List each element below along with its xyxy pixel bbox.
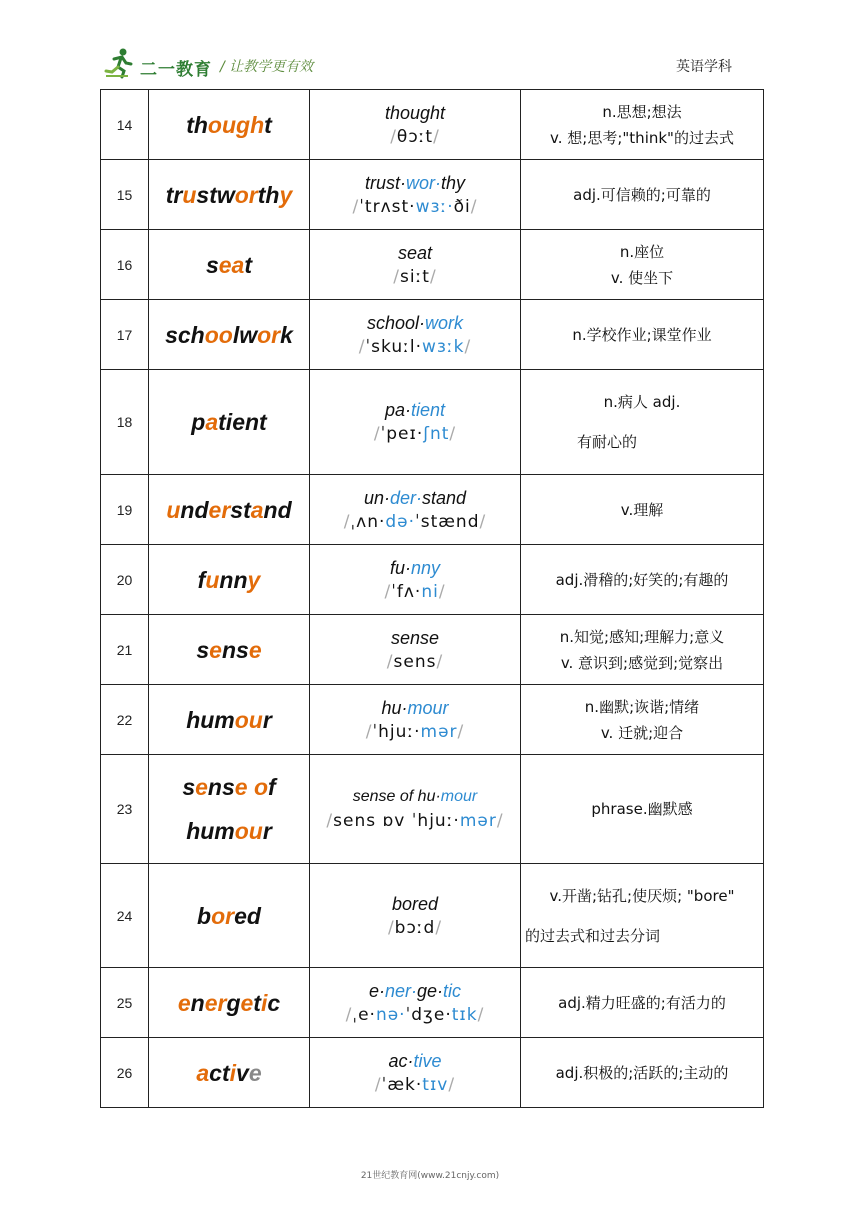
- vocab-word: trustworthy: [149, 160, 310, 230]
- meaning-line: n.幽默;诙谐;情绪: [584, 697, 700, 716]
- pronunciation-cell: [310, 475, 521, 545]
- table-row: [101, 615, 764, 685]
- ipa-transcription: /ˈfʌ·ni/: [384, 581, 446, 602]
- vocab-word: schoolwork: [149, 300, 310, 370]
- row-number: 14: [101, 90, 149, 160]
- syllable-split: pa·tient: [384, 400, 446, 420]
- ipa-transcription: /sens/: [386, 651, 444, 672]
- meaning-cell: [521, 160, 764, 230]
- meaning-line: n.知觉;感知;理解力;意义: [559, 627, 725, 646]
- meaning-cell: [521, 1038, 764, 1108]
- footer-text: 21世纪教育网(www.21cnjy.com): [360, 1171, 500, 1181]
- meaning-line: n.思想;想法: [602, 102, 682, 121]
- meaning-line: v. 迁就;迎合: [600, 723, 684, 742]
- row-number: 23: [101, 755, 149, 864]
- ipa-transcription: /bɔːd/: [387, 917, 443, 938]
- meaning-line: phrase.幽默感: [591, 800, 693, 818]
- pronunciation-cell: [310, 90, 521, 160]
- syllable-split: fu·nny: [389, 557, 441, 578]
- ipa-transcription: /ˈskuːl·wɜːk/: [358, 336, 472, 357]
- subject-label: 英语学科: [676, 59, 732, 75]
- table-row: [101, 685, 764, 755]
- vocab-word: active: [149, 1038, 310, 1108]
- pronunciation-cell: [310, 300, 521, 370]
- row-number: 15: [101, 160, 149, 230]
- vocab-word: energetic: [149, 968, 310, 1038]
- logo-text: 二一教育: [140, 60, 212, 80]
- pronunciation-cell: [310, 545, 521, 615]
- ipa-transcription: /sens ɒv ˈhjuː·mər/: [326, 811, 504, 831]
- meaning-line: 的过去式和过去分词: [525, 926, 661, 945]
- row-number: 20: [101, 545, 149, 615]
- meaning-cell: [521, 90, 764, 160]
- row-number: 17: [101, 300, 149, 370]
- vocab-word: understand: [149, 475, 310, 545]
- ipa-transcription: /ˈæk·tɪv/: [374, 1074, 456, 1095]
- syllable-split: hu·mour: [381, 697, 449, 718]
- row-number: 22: [101, 685, 149, 755]
- row-number: 25: [101, 968, 149, 1038]
- row-number: 19: [101, 475, 149, 545]
- meaning-line: adj.可信赖的;可靠的: [573, 185, 711, 204]
- syllable-split: seat: [397, 242, 433, 263]
- meaning-cell: [521, 475, 764, 545]
- syllable-split: school·work: [366, 312, 464, 333]
- meaning-cell: [521, 545, 764, 615]
- meaning-cell: [521, 685, 764, 755]
- meaning-line: n.病人 adj.: [603, 393, 681, 411]
- meaning-cell: [521, 370, 764, 475]
- pronunciation-cell: [310, 864, 521, 968]
- meaning-line: v.开凿;钻孔;使厌烦; "bore": [549, 886, 735, 905]
- syllable-split: sense: [390, 627, 440, 648]
- vocab-word: thought: [149, 90, 310, 160]
- pronunciation-cell: [310, 615, 521, 685]
- row-number: 26: [101, 1038, 149, 1108]
- ipa-transcription: /ˌe·nə·ˈdʒe·tɪk/: [345, 1004, 485, 1025]
- vocabulary-table: [100, 89, 764, 1108]
- meaning-line: n.学校作业;课堂作业: [572, 325, 712, 344]
- ipa-transcription: /ˌʌn·də·ˈstænd/: [343, 511, 487, 532]
- meaning-cell: [521, 230, 764, 300]
- meaning-line: v.理解: [620, 500, 664, 519]
- vocab-word: humour: [149, 685, 310, 755]
- pronunciation-cell: [310, 160, 521, 230]
- meaning-line: v. 使坐下: [610, 268, 674, 287]
- pronunciation-cell: [310, 1038, 521, 1108]
- table-row: [101, 545, 764, 615]
- meaning-line: adj.精力旺盛的;有活力的: [558, 993, 726, 1012]
- vocab-word: sense of humour: [149, 755, 310, 864]
- vocab-word: sense: [149, 615, 310, 685]
- vocab-word: seat: [149, 230, 310, 300]
- vocab-word: patient: [149, 370, 310, 475]
- meaning-line: adj.积极的;活跃的;主动的: [555, 1063, 729, 1082]
- table-row: [101, 755, 764, 864]
- pronunciation-cell: [310, 370, 521, 475]
- meaning-cell: [521, 615, 764, 685]
- row-number: 21: [101, 615, 149, 685]
- table-row: [101, 300, 764, 370]
- slogan: / 让教学更有效: [220, 59, 314, 75]
- syllable-split: un·der·stand: [363, 487, 467, 508]
- table-row: [101, 475, 764, 545]
- pronunciation-cell: [310, 230, 521, 300]
- ipa-transcription: /θɔːt/: [390, 126, 440, 147]
- meaning-line: adj.滑稽的;好笑的;有趣的: [555, 570, 729, 589]
- table-row: [101, 90, 764, 160]
- table-row: [101, 864, 764, 968]
- table-row: [101, 968, 764, 1038]
- meaning-line: v. 意识到;感觉到;觉察出: [560, 653, 724, 672]
- ipa-transcription: /ˈpeɪ·ʃnt/: [373, 424, 457, 444]
- table-row: [101, 370, 764, 475]
- row-number: 16: [101, 230, 149, 300]
- vocab-word: bored: [149, 864, 310, 968]
- meaning-line: 有耐心的: [577, 433, 638, 451]
- meaning-line: v. 想;思考;"think"的过去式: [550, 128, 734, 147]
- meaning-cell: [521, 864, 764, 968]
- syllable-split: bored: [391, 893, 439, 914]
- syllable-split: sense of hu·mour: [352, 788, 478, 805]
- ipa-transcription: /ˈtrʌst·wɜː·ði/: [352, 196, 478, 217]
- running-man-logo-icon: [104, 47, 134, 79]
- table-row: [101, 230, 764, 300]
- pronunciation-cell: [310, 755, 521, 864]
- pronunciation-cell: [310, 685, 521, 755]
- pronunciation-cell: [310, 968, 521, 1038]
- table-row: [101, 1038, 764, 1108]
- vocab-word: funny: [149, 545, 310, 615]
- meaning-cell: [521, 755, 764, 864]
- syllable-split: ac·tive: [388, 1050, 442, 1071]
- page-header: [0, 0, 860, 88]
- table-row: [101, 160, 764, 230]
- ipa-transcription: /ˈhjuː·mər/: [365, 721, 465, 742]
- meaning-line: n.座位: [619, 242, 665, 261]
- syllable-split: thought: [384, 102, 446, 123]
- ipa-transcription: /siːt/: [393, 266, 437, 287]
- meaning-cell: [521, 300, 764, 370]
- syllable-split: e·ner·ge·tic: [368, 980, 462, 1001]
- meaning-cell: [521, 968, 764, 1038]
- row-number: 18: [101, 370, 149, 475]
- row-number: 24: [101, 864, 149, 968]
- syllable-split: trust·wor·thy: [364, 172, 466, 193]
